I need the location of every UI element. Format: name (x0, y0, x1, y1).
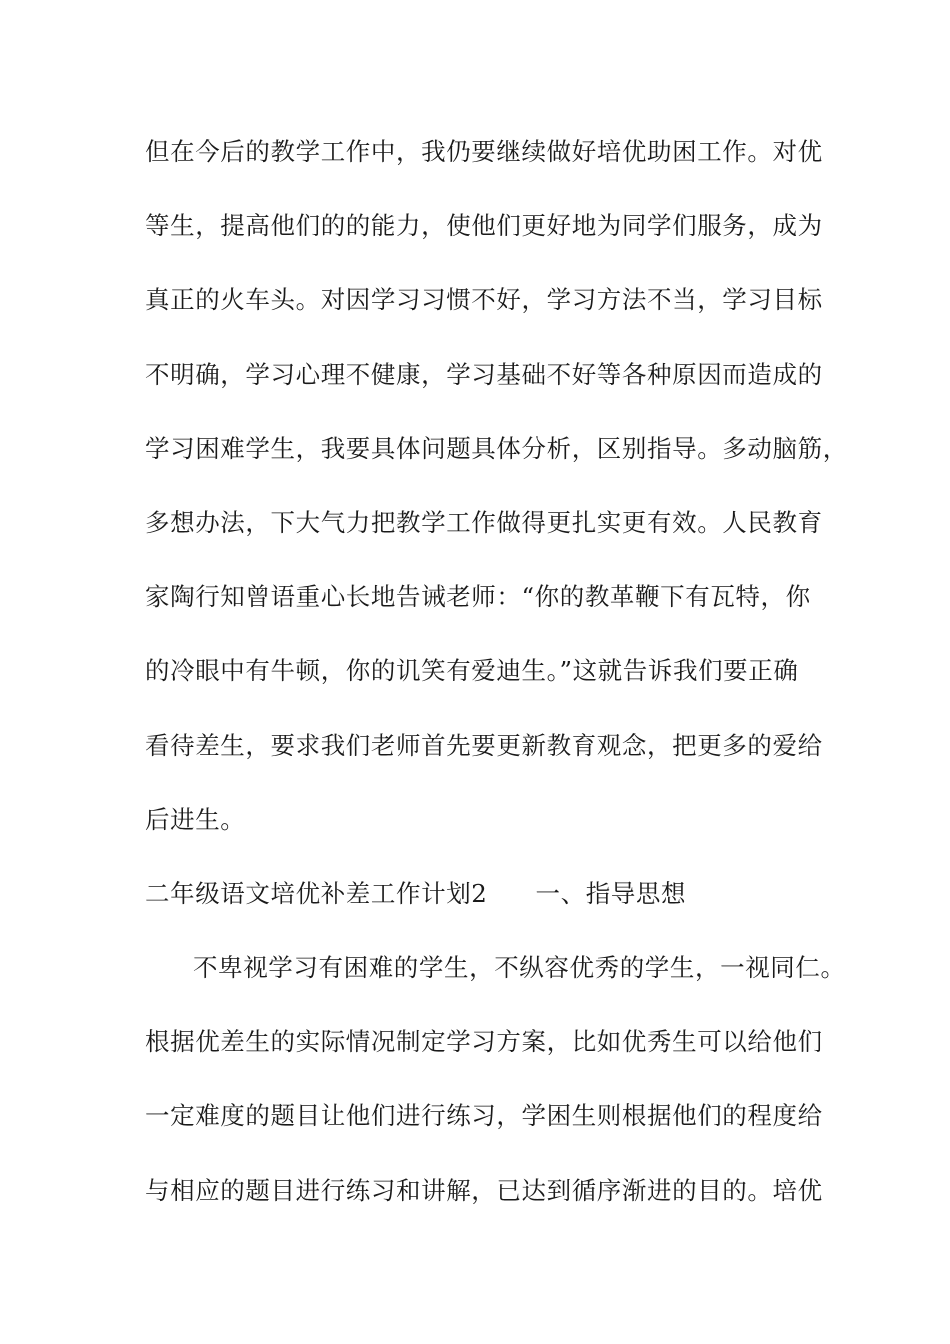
paragraph-line: 但在今后的教学工作中，我仍要继续做好培优助困工作。对优 (145, 137, 823, 166)
paragraph-line: 不明确，学习心理不健康，学习基础不好等各种原因而造成的 (145, 359, 823, 389)
paragraph-line: 真正的火车头。对因学习习惯不好，学习方法不当，学习目标 (145, 285, 823, 315)
paragraph-line: 等生，提高他们的的能力，使他们更好地为同学们服务，成为 (145, 211, 823, 241)
paragraph-line: 后进生。 (145, 804, 246, 834)
paragraph-line: 与相应的题目进行练习和讲解，已达到循序渐进的目的。培优 (145, 1175, 823, 1205)
paragraph-line: 不卑视学习有困难的学生，不纵容优秀的学生，一视同仁。 (193, 953, 846, 983)
section-title: 一、指导思想 (535, 878, 687, 908)
paragraph-line: 看待差生，要求我们老师首先要更新教育观念，把更多的爱给 (145, 730, 823, 760)
document-title: 二年级语文培优补差工作计划2 (145, 878, 488, 908)
paragraph-line: 家陶行知曾语重心长地告诫老师：“你的教革鞭下有瓦特，你 (145, 582, 811, 612)
paragraph-line: 学习困难学生，我要具体问题具体分析，区别指导。多动脑筋， (145, 433, 848, 463)
paragraph-line: 一定难度的题目让他们进行练习，学困生则根据他们的程度给 (145, 1101, 823, 1131)
paragraph-line: 多想办法，下大气力把教学工作做得更扎实更有效。人民教育 (145, 507, 823, 537)
document-body (145, 124, 848, 1237)
paragraph-line: 的冷眼中有牛顿，你的讥笑有爱迪生。”这就告诉我们要正确 (145, 656, 799, 686)
section-heading (145, 866, 835, 940)
paragraph-line: 根据优差生的实际情况制定学习方案，比如优秀生可以给他们 (145, 1027, 823, 1057)
